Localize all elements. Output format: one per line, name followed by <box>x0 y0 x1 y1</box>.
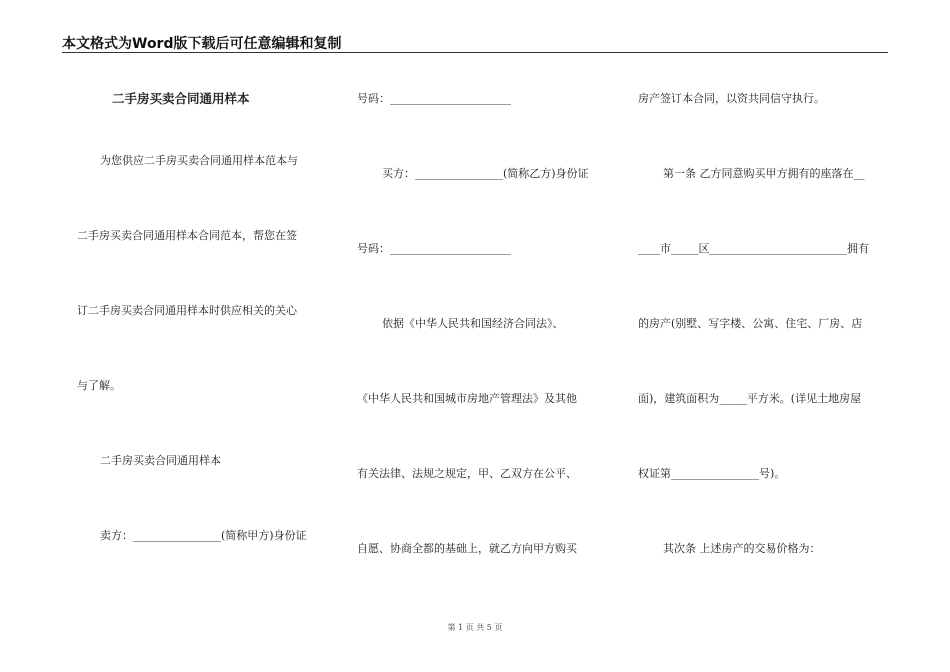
document-title: 二手房买卖合同通用样本 <box>112 91 250 106</box>
col3-line-1: 房产签订本合同，以资共同信守执行。 <box>638 92 825 105</box>
col1-line-5: 与了解。 <box>77 379 121 392</box>
col1-line-6: 二手房买卖合同通用样本 <box>100 454 221 467</box>
header-divider <box>62 52 888 53</box>
col2-line-3: 号码：______________________ <box>357 242 511 255</box>
document-header-title: 本文格式为Word版下载后可任意编辑和复制 <box>62 36 342 52</box>
col1-line-4: 订二手房买卖合同通用样本时供应相关的关心 <box>77 304 297 317</box>
col3-line-6: 权证第________________号)。 <box>638 467 786 480</box>
col2-line-7: 自愿、协商全都的基础上，就乙方向甲方购买 <box>357 542 577 555</box>
col2-line-5: 《中华人民共和国城市房地产管理法》及其他 <box>357 392 577 405</box>
col3-line-2: 第一条 乙方同意购买甲方拥有的座落在__ <box>663 167 865 180</box>
col3-line-7: 其次条 上述房产的交易价格为： <box>663 542 821 555</box>
col3-line-5: 面)，建筑面积为_____平方米。(详见土地房屋 <box>638 392 862 405</box>
page-number: 第 1 页 共 5 页 <box>447 623 503 632</box>
col2-line-6: 有关法律、法规之规定，甲、乙双方在公平、 <box>357 467 577 480</box>
col1-line-7: 卖方：________________(简称甲方)身份证 <box>100 529 307 542</box>
col2-line-4: 依据《中华人民共和国经济合同法》、 <box>382 317 564 330</box>
col3-line-3: ____市_____区_________________________拥有 <box>638 242 869 255</box>
col2-line-1: 号码：______________________ <box>357 92 511 105</box>
col3-line-4: 的房产(别墅、写字楼、公寓、住宅、厂房、店 <box>638 317 863 330</box>
col2-line-2: 买方：________________(简称乙方)身份证 <box>382 167 589 180</box>
col1-line-2: 为您供应二手房买卖合同通用样本范本与 <box>100 154 298 167</box>
col1-line-3: 二手房买卖合同通用样本合同范本，帮您在签 <box>77 229 297 242</box>
